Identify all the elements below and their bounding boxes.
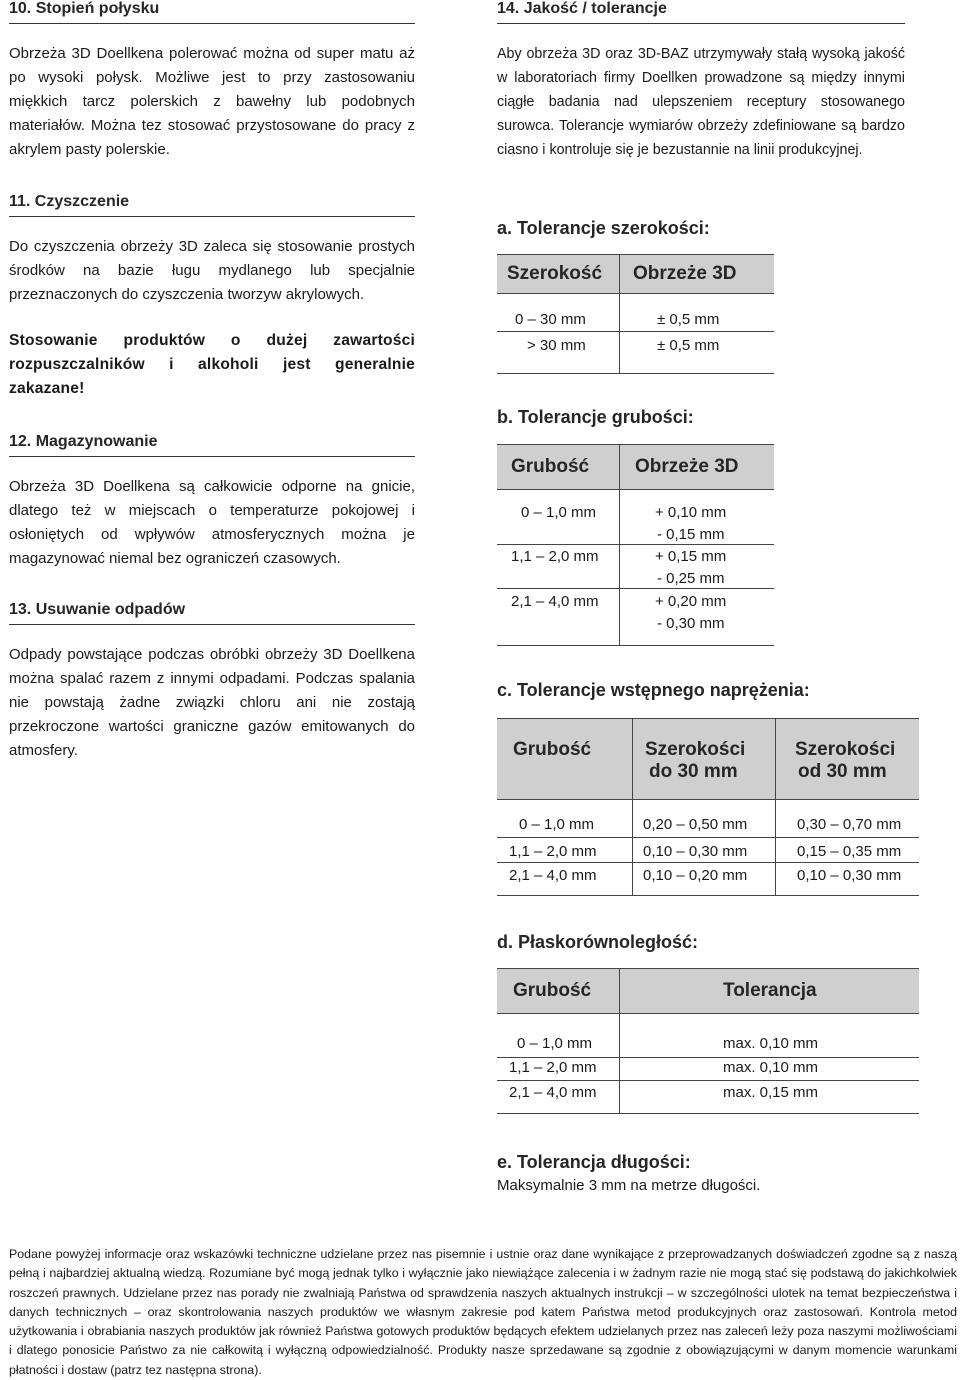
table-row-cell: 0,20 – 0,50 mm — [643, 816, 748, 833]
table-row-cell: 0,10 – 0,20 mm — [643, 867, 748, 884]
table-row-cell: ± 0,5 mm — [657, 337, 720, 354]
table-row-cell: 2,1 – 4,0 mm — [509, 867, 597, 884]
table-row-cell: 0 – 1,0 mm — [517, 1035, 593, 1052]
table-row-cell: 0,15 – 0,35 mm — [797, 843, 902, 860]
table-row-cell: 1,1 – 2,0 mm — [511, 548, 599, 565]
table-row-cell: 0 – 30 mm — [515, 311, 586, 328]
table-c-header-2a: Szerokości — [645, 739, 746, 760]
section-12 — [9, 433, 415, 571]
table-d-header-1: Grubość — [513, 980, 592, 1001]
section-12-text: Obrzeża 3D Doellkena są całkowicie odporne na gnicie, dlatego też w miejscach o temperaturze pokojowej i osłoniętych od wpływów atmosferycznych można je magazynować niemal bez ograniczeń czasowych. — [9, 478, 415, 567]
section-11 — [9, 193, 415, 401]
table-width-tolerance — [497, 254, 774, 374]
table-row-cell: + 0,10 mm — [655, 504, 727, 521]
table-row-cell: 1,1 – 2,0 mm — [509, 1059, 597, 1076]
table-row-cell: > 30 mm — [527, 337, 586, 354]
section-10 — [9, 0, 415, 162]
subsection-a-title: a. Tolerancje szerokości: — [497, 218, 710, 238]
table-row-cell: 2,1 – 4,0 mm — [509, 1084, 597, 1101]
table-pretension-tolerance — [497, 718, 919, 896]
subsection-c-title: c. Tolerancje wstępnego naprężenia: — [497, 680, 810, 700]
table-a-header-2: Obrzeże 3D — [633, 263, 737, 284]
table-c-header-1: Grubość — [513, 739, 592, 760]
table-row-cell: - 0,25 mm — [657, 570, 725, 587]
section-14 — [497, 0, 905, 162]
table-row-cell: ± 0,5 mm — [657, 311, 720, 328]
disclaimer-footer: Podane powyżej informacje oraz wskazówki techniczne udzielane przez nas pisemnie i ustnie oraz dane wynikające z przeprowadzanych doświadczeń zgodne są z naszą pełną i najbardziej aktualną wiedzą. Rozumiane być mogą jednak tylko i wyłącznie jako niewiążące zalecenia i w żadnym razie nie mogą stać się podstawą do jakichkolwiek roszczeń prawnych. Udzielane przez nas porady nie zwalniają Państwa od sprawdzenia naszych aktualnych instrukcji – w szczególności ulotek na temat bezpieczeństwa i danych technicznych – oraz skontrolowania naszych produktów we własnym zakresie pod katem Państwa metod produkcyjnych oraz zastosowań. Kontrola metod użytkowania i obrabiania naszych produktów jak również Państwa gotowych produktów będących efektem udzielanych przez nas zaleceń leży poza naszymi możliwościami i dlatego ponosicie Państwo za nie całkowitą i wyłączną odpowiedzialność. Produkty nasze sprzedawane są zgodnie z obowiązującymi w danym momencie warunkami płatności i dostaw (patrz tez następna strona). — [9, 1247, 957, 1377]
table-d-header-2: Tolerancja — [723, 980, 817, 1001]
table-a-header-1: Szerokość — [507, 263, 603, 284]
section-13 — [9, 601, 415, 763]
subsection-e-title: e. Tolerancja długości: — [497, 1152, 691, 1172]
section-13-title: 13. Usuwanie odpadów — [9, 601, 415, 625]
subsection-d-title: d. Płaskorównoległość: — [497, 932, 699, 952]
table-row-cell: 0,30 – 0,70 mm — [797, 816, 902, 833]
table-row-cell: + 0,15 mm — [655, 548, 727, 565]
section-12-title: 12. Magazynowanie — [9, 433, 415, 457]
table-row-cell: 0 – 1,0 mm — [521, 504, 597, 521]
section-14-title: 14. Jakość / tolerancje — [497, 0, 905, 24]
table-row-cell: 2,1 – 4,0 mm — [511, 593, 599, 610]
section-10-text: Obrzeża 3D Doellkena polerować można od super matu aż po wysoki połysk. Możliwe jest to przy zastosowaniu miękkich tarcz polerskich z bawełny lub podobnych materiałów. Można tez stosować przystosowane do pracy z akrylem pasty polerskie. — [9, 45, 415, 158]
table-row-cell: 0,10 – 0,30 mm — [797, 867, 902, 884]
table-c-header-2b: do 30 mm — [649, 761, 738, 782]
table-row-cell: max. 0,10 mm — [723, 1059, 819, 1076]
table-c-header-3b: od 30 mm — [798, 761, 887, 782]
table-row-cell: max. 0,15 mm — [723, 1084, 819, 1101]
table-b-header-2: Obrzeże 3D — [635, 456, 739, 477]
subsection-e-text: Maksymalnie 3 mm na metrze długości. — [497, 1177, 761, 1194]
section-13-text: Odpady powstające podczas obróbki obrzeży 3D Doellkena można spalać razem z innymi odpadami. Podczas spalania nie powstają żadne związki chloru ani nie zostają przekroczone wartości graniczne gazów emitowanych do atmosfery. — [9, 646, 415, 759]
table-row-cell: + 0,20 mm — [655, 593, 727, 610]
section-14-text: Aby obrzeża 3D oraz 3D-BAZ utrzymywały stałą wysoką jakość w laboratoriach firmy Doellken prowadzone są między innymi ciągłe badania nad ulepszeniem receptury stosowanego surowca. Tolerancje wymiarów obrzeży zdefiniowane są bardzo ciasno i kontroluje się je bezustannie na linii produkcyjnej. — [497, 46, 905, 158]
table-b-header-1: Grubość — [511, 456, 590, 477]
table-row-cell: 1,1 – 2,0 mm — [509, 843, 597, 860]
table-row-cell: - 0,15 mm — [657, 526, 725, 543]
table-flatness-tolerance — [497, 968, 919, 1114]
table-row-cell: max. 0,10 mm — [723, 1035, 819, 1052]
section-10-title: 10. Stopień połysku — [9, 0, 415, 24]
section-11-warning: Stosowanie produktów o dużej zawartości rozpuszczalników i alkoholi jest generalnie zakazane! — [9, 332, 415, 397]
section-11-text: Do czyszczenia obrzeży 3D zaleca się stosowanie prostych środków na bazie ługu mydlanego lub specjalnie przeznaczonych do czyszczenia tworzyw akrylowych. — [9, 238, 415, 303]
table-thickness-tolerance — [497, 444, 774, 646]
subsection-b-title: b. Tolerancje grubości: — [497, 407, 694, 427]
table-row-cell: 0,10 – 0,30 mm — [643, 843, 748, 860]
section-11-title: 11. Czyszczenie — [9, 193, 415, 217]
table-row-cell: 0 – 1,0 mm — [519, 816, 595, 833]
table-row-cell: - 0,30 mm — [657, 615, 725, 632]
table-c-header-3a: Szerokości — [795, 739, 896, 760]
